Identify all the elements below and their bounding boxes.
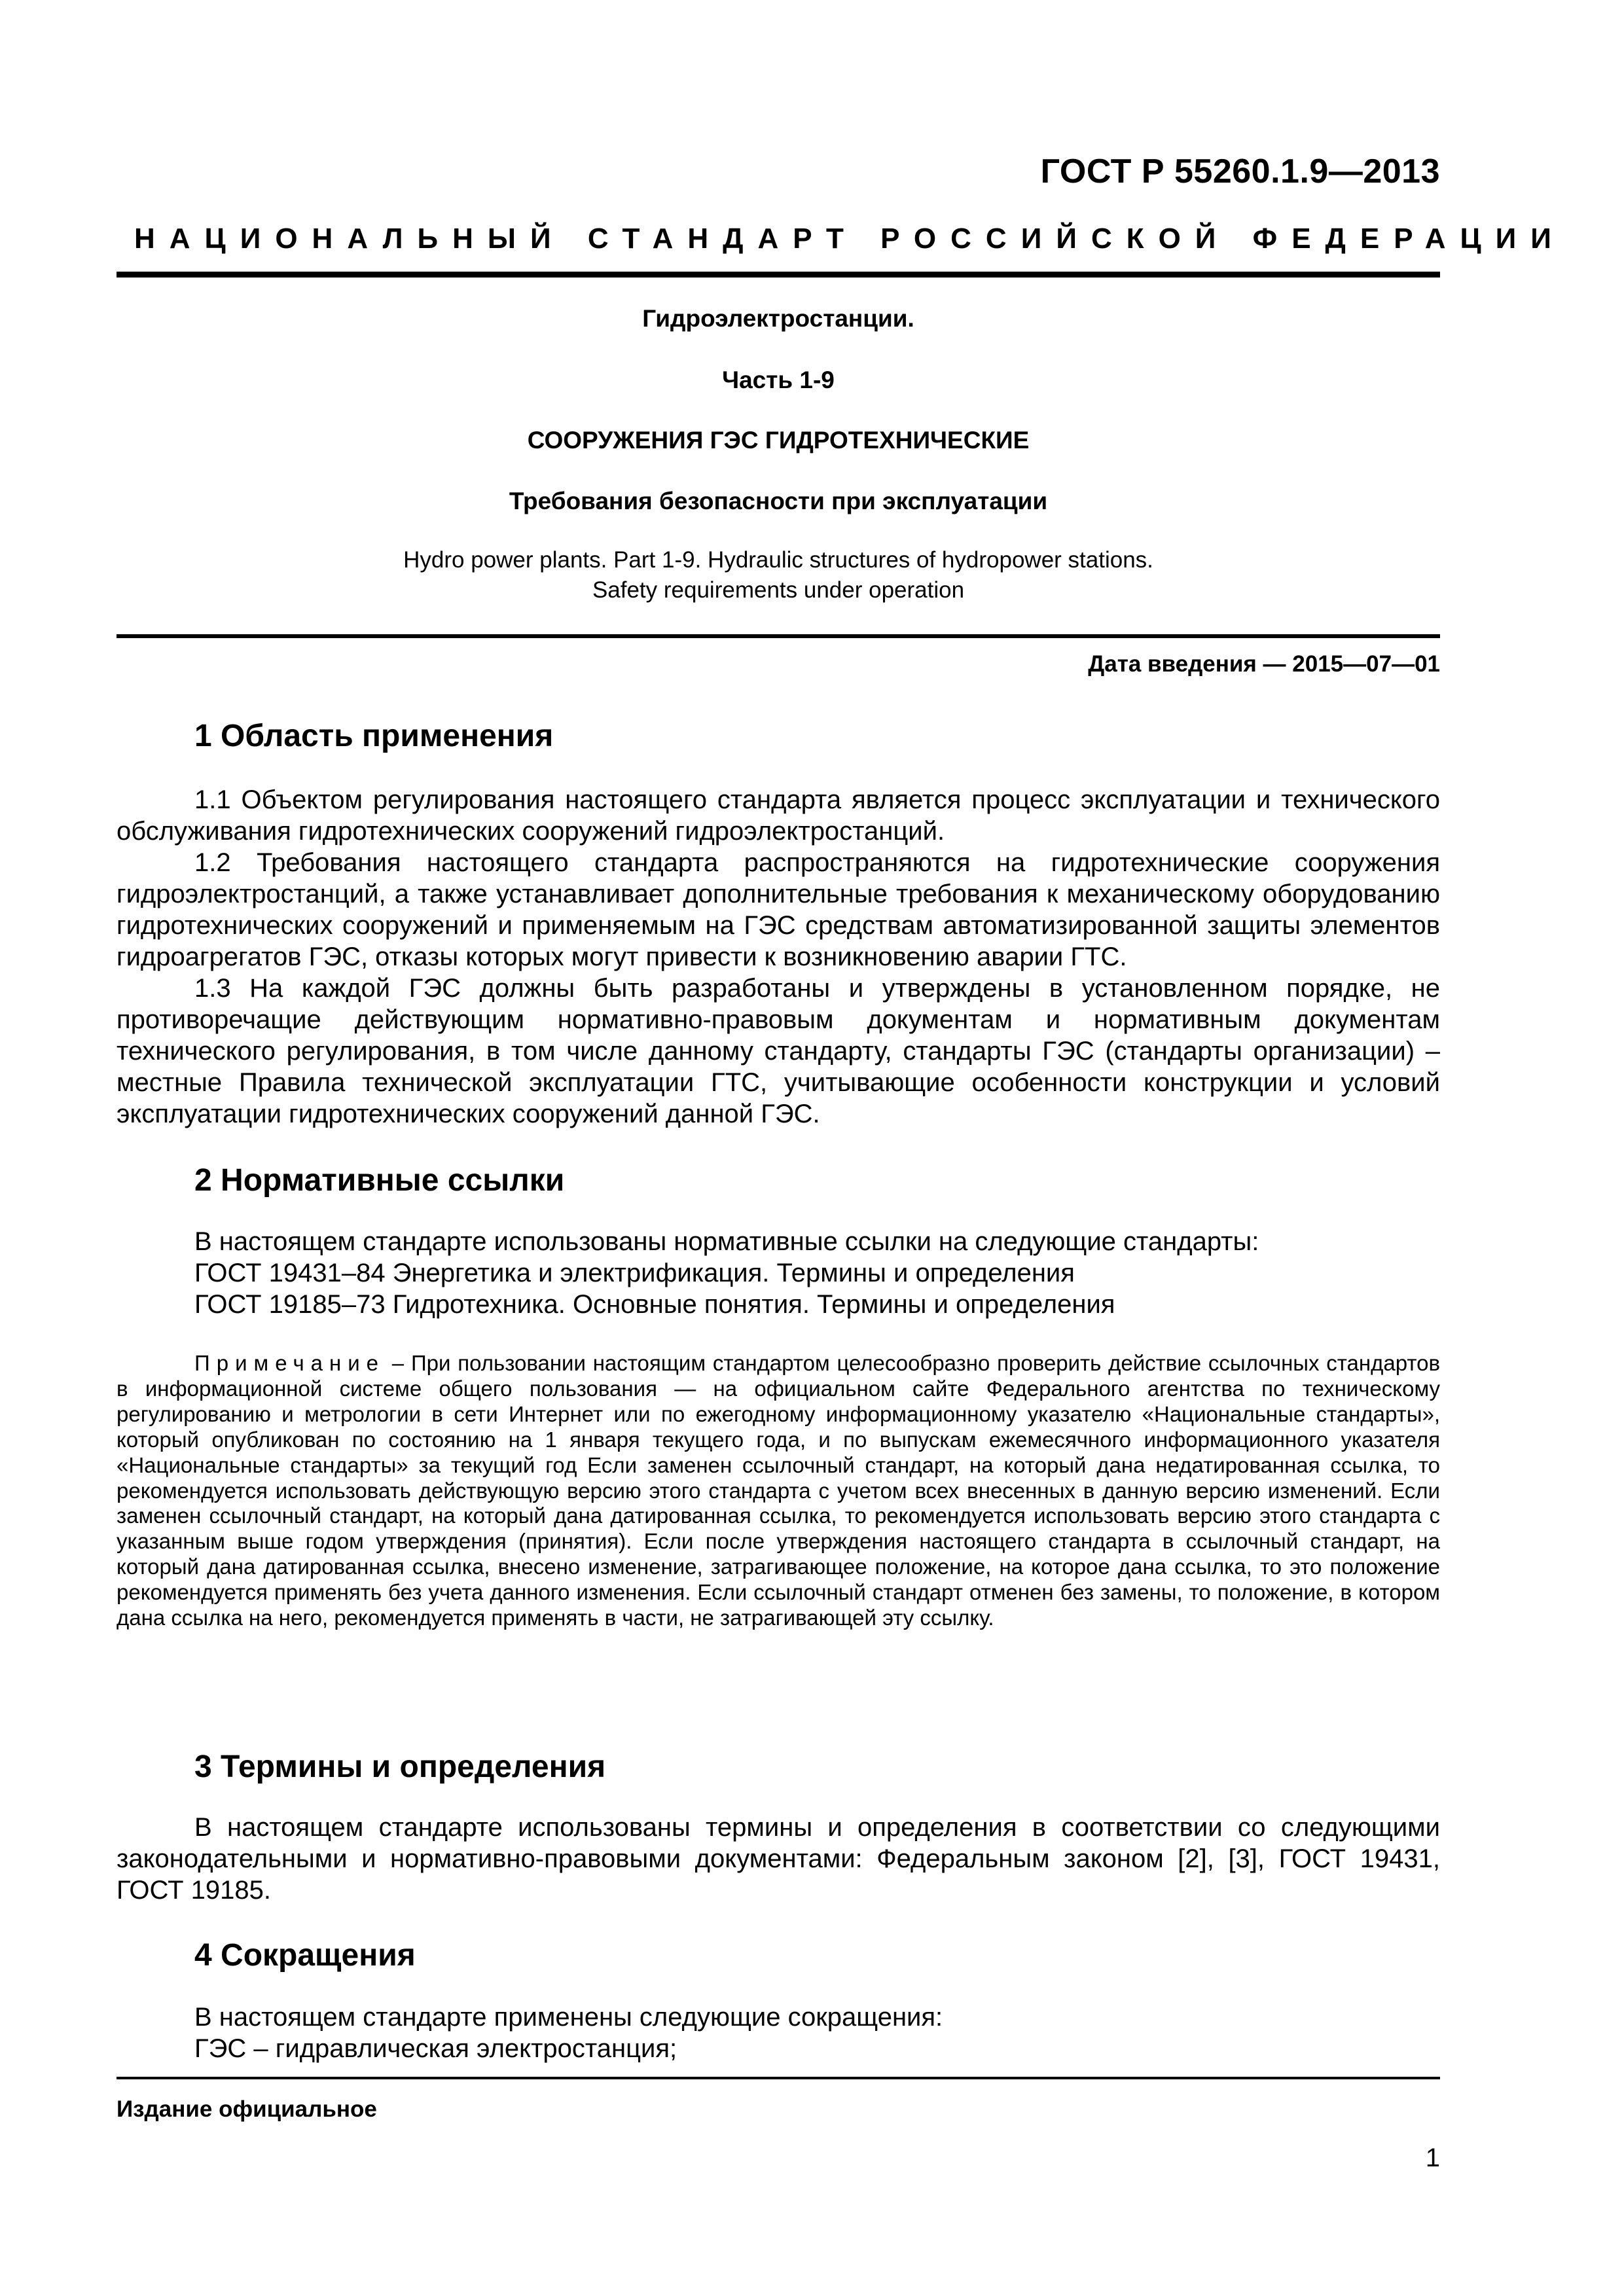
document-code: ГОСТ Р 55260.1.9—2013	[1040, 152, 1440, 190]
english-title-line-2: Safety requirements under operation	[592, 577, 965, 603]
title-rule	[117, 634, 1440, 638]
paragraph-1-3: 1.3 На каждой ГЭС должны быть разработаны и утверждены в установленном порядке, не противоречащие действующим нормативно-правовым документам и нормативным документам технического регулирования, в том числе данному стандарту, стандарты ГЭС (стандарты организации) – местные Правила технической эксплуатации ГТС, учитывающие особенности конструкции и условий эксплуатации гидротехнических сооружений данной ГЭС.	[117, 974, 1440, 1128]
section-heading-abbreviations: 4 Сокращения	[194, 1938, 416, 1973]
section-heading-scope: 1 Область применения	[194, 719, 554, 753]
section-body-references	[117, 1226, 1440, 1320]
note-label: Примечание	[194, 1351, 386, 1375]
english-title-line-1: Hydro power plants. Part 1-9. Hydraulic structures of hydropower stations.	[403, 547, 1153, 573]
section-heading-terms: 3 Термины и определения	[194, 1749, 606, 1784]
official-edition-label: Издание официальное	[117, 2096, 377, 2122]
national-standard-banner: НАЦИОНАЛЬНЫЙ СТАНДАРТ РОССИЙСКОЙ ФЕДЕРАЦИИ	[134, 223, 1566, 255]
references-intro: В настоящем стандарте использованы нормативные ссылки на следующие стандарты:	[194, 1227, 1259, 1256]
section-body-terms	[117, 1812, 1440, 1906]
section-heading-references: 2 Нормативные ссылки	[194, 1163, 565, 1198]
abbreviation-item: ГЭС – гидравлическая электростанция;	[194, 2034, 677, 2063]
footer-rule	[117, 2077, 1440, 2079]
title-line-3: СООРУЖЕНИЯ ГЭС ГИДРОТЕХНИЧЕСКИЕ	[527, 427, 1030, 454]
header-rule	[117, 272, 1440, 278]
paragraph-1-1: 1.1 Объектом регулирования настоящего стандарта является процесс эксплуатации и технического обслуживания гидротехнических сооружений гидроэлектростанций.	[117, 785, 1440, 846]
paragraph-1-2: 1.2 Требования настоящего стандарта распространяются на гидротехнические сооружения гидроэлектростанций, а также устанавливает дополнительные требования к механическому оборудованию гидротехнических сооружений и применяемым на ГЭС средствам автоматизированной защиты элементов гидроагрегатов ГЭС, отказы которых могут привести к возникновению аварии ГТС.	[117, 848, 1440, 971]
note-text: – При пользовании настоящим стандартом целесообразно проверить действие ссылочных стандартов в информационной системе общего пользования — на официальном сайте Федерального агентства по техническому регулированию и метрологии в сети Интернет или по ежегодному информационному указателю «Национальные стандарты», который опубликован по состоянию на 1 января текущего года, и по выпускам ежемесячного информационного указателя «Национальные стандарты» за текущий год Если заменен ссылочный стандарт, на который дана недатированная ссылка, то рекомендуется использовать действующую версию этого стандарта с учетом всех внесенных в данную версию изменений. Если заменен ссылочный стандарт, на который дана датированная ссылка, то рекомендуется использовать версию этого стандарта с указанным выше годом утверждения (принятия). Если после утверждения настоящего стандарта в ссылочный стандарт, на который дана датированная ссылка, внесено изменение, затрагивающее положение, на которое дана ссылка, то это положение рекомендуется применять без учета данного изменения. Если ссылочный стандарт отменен без замены, то положение, в котором дана ссылка на него, рекомендуется применять в части, не затрагивающей эту ссылку.	[117, 1351, 1440, 1630]
section-body-abbreviations	[117, 2001, 1440, 2064]
note-paragraph	[117, 1351, 1440, 1631]
title-line-1: Гидроэлектростанции.	[642, 305, 914, 332]
title-line-2: Часть 1-9	[722, 367, 835, 393]
page-number: 1	[1425, 2144, 1440, 2172]
title-line-4: Требования безопасности при эксплуатации	[509, 488, 1048, 514]
reference-item: ГОСТ 19431–84 Энергетика и электрификация. Термины и определения	[194, 1259, 1075, 1287]
reference-item: ГОСТ 19185–73 Гидротехника. Основные понятия. Термины и определения	[194, 1290, 1115, 1319]
references-note	[117, 1351, 1440, 1631]
section-body-scope	[117, 784, 1440, 1130]
terms-paragraph: В настоящем стандарте использованы термины и определения в соответствии со следующими законодательными и нормативно-правовыми документами: Федеральным законом [2], [3], ГОСТ 19431, ГОСТ 19185.	[117, 1813, 1440, 1905]
effective-date: Дата введения — 2015—07—01	[1088, 651, 1440, 677]
abbreviations-intro: В настоящем стандарте применены следующие сокращения:	[194, 2003, 943, 2032]
